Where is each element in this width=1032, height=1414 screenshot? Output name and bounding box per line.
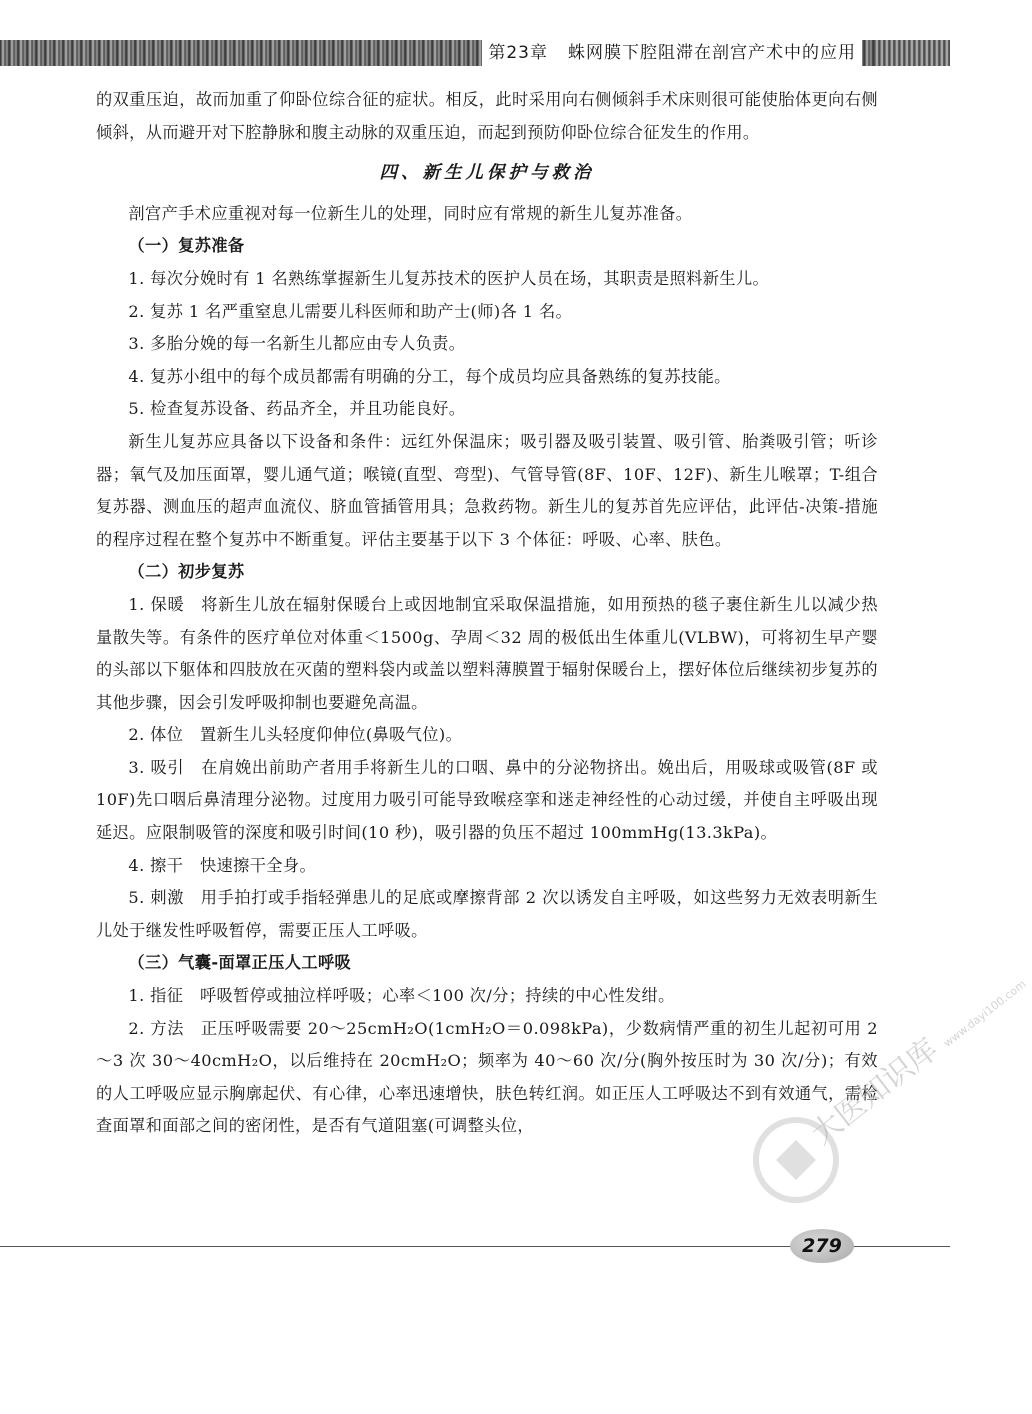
subheading-bag-mask-ventilation: （三）气囊-面罩正压人工呼吸 — [128, 953, 352, 973]
chapter-title: 蛛网膜下腔阻滞在剖宫产术中的应用 — [568, 43, 856, 63]
step-stimulation: 5. 刺激 用手拍打或手指轻弹患儿的足底或摩擦背部 2 次以诱发自主呼吸，如这些努力无效表明新生儿处于继发性呼吸暂停，需要正压人工呼吸。 — [96, 888, 878, 940]
watermark-site: www.dayi100.com — [941, 977, 1029, 1050]
list-item: 3. 多胎分娩的每一名新生儿都应由专人负责。 — [128, 334, 466, 354]
step-drying: 4. 擦干 快速擦干全身。 — [128, 855, 317, 875]
list-item: 2. 复苏 1 名严重窒息儿需要儿科医师和助产士(师)各 1 名。 — [128, 301, 573, 321]
watermark-brand: 大医知识库 — [804, 1031, 945, 1152]
list-item: 1. 每次分娩时有 1 名熟练掌握新生儿复苏技术的医护人员在场，其职责是照料新生儿。 — [128, 268, 770, 288]
running-header — [482, 40, 862, 66]
method-item: 2. 方法 正压呼吸需要 20～25cmH₂O(1cmH₂O＝0.098kPa)，少数病情严重的初生儿起初可用 2～3 次 30～40cmH₂O，以后维持在 20cmH₂O；频率为 40～60 次/分(胸外按压时为 30 次/分)；有效的人工呼吸应显示胸廓起伏、有心律，心率迅速增快，肤色转红润。如正压人工呼吸达不到有效通气，需检查面罩和面部之间的密闭性，是否有气道阻塞(可调整头位， — [96, 1018, 878, 1136]
section-heading: 四、新生儿保护与救治 — [379, 163, 595, 184]
page-number: 279 — [790, 1229, 854, 1263]
list-item: 4. 复苏小组中的每个成员都需有明确的分工，每个成员均应具备熟练的复苏技能。 — [128, 366, 731, 386]
paragraph-equipment: 新生儿复苏应具备以下设备和条件：远红外保温床；吸引器及吸引装置、吸引管、胎粪吸引管；听诊器；氧气及加压面罩，婴儿通气道；喉镜(直型、弯型)、气管导管(8F、10F、12F)、新生儿喉罩；T-组合复苏器、测血压的超声血流仪、脐血管插管用具；急救药物。新生儿的复苏首先应评估，此评估-决策-措施的程序过程在整个复苏中不断重复。评估主要基于以下 3 个体征：呼吸、心率、肤色。 — [96, 431, 878, 549]
paragraph-continued: 的双重压迫，故而加重了仰卧位综合征的症状。相反，此时采用向右侧倾斜手术床则很可能使胎体更向右侧倾斜，从而避开对下腔静脉和腹主动脉的双重压迫，而起到预防仰卧位综合征发生的作用。 — [96, 90, 878, 142]
step-position: 2. 体位 置新生儿头轻度仰伸位(鼻吸气位)。 — [128, 725, 463, 745]
indication-item: 1. 指征 呼吸暂停或抽泣样呼吸；心率＜100 次/分；持续的中心性发绀。 — [128, 986, 675, 1006]
paragraph-intro: 剖宫产手术应重视对每一位新生儿的处理，同时应有常规的新生儿复苏准备。 — [128, 203, 693, 223]
step-warming: 1. 保暖 将新生儿放在辐射保暖台上或因地制宜采取保温措施，如用预热的毯子裹住新生儿以减少热量散失等。有条件的医疗单位对体重＜1500g、孕周＜32 周的极低出生体重儿(VLBW)，可将初生早产婴的头部以下躯体和四肢放在灭菌的塑料袋内或盖以塑料薄膜置于辐射保暖台上，摆好体位后继续初步复苏的其他步骤，因会引发呼吸抑制也要避免高温。 — [96, 594, 878, 712]
subheading-resuscitation-prep: （一）复苏准备 — [128, 236, 245, 256]
chapter-number: 第23章 — [488, 43, 548, 63]
page-body — [96, 84, 878, 1143]
step-suction: 3. 吸引 在肩娩出前助产者用手将新生儿的口咽、鼻中的分泌物挤出。娩出后，用吸球或吸管(8F 或 10F)先口咽后鼻清理分泌物。过度用力吸引可能导致喉痉挛和迷走神经性的心动过缓，并使自主呼吸出现延迟。应限制吸管的深度和吸引时间(10 秒)，吸引器的负压不超过 100mmHg(13.3kPa)。 — [96, 757, 878, 843]
subheading-initial-resuscitation: （二）初步复苏 — [128, 562, 245, 582]
list-item: 5. 检查复苏设备、药品齐全，并且功能良好。 — [128, 399, 466, 419]
header-decorative-cap — [874, 40, 950, 66]
